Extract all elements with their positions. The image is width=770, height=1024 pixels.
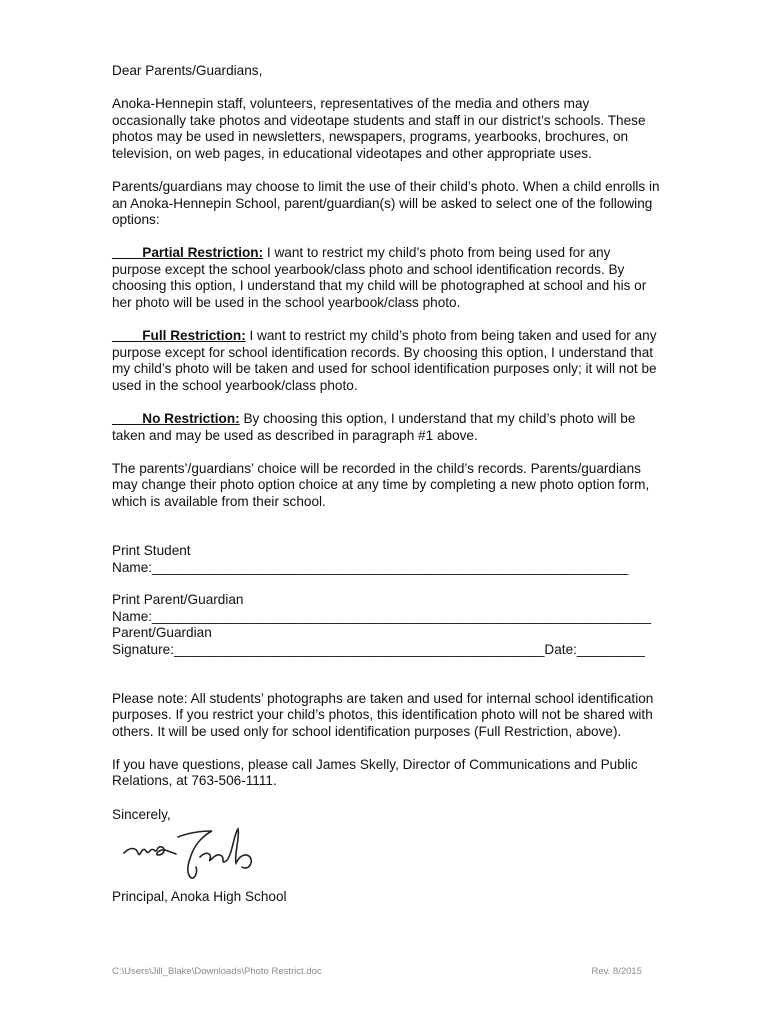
- choice-intro-paragraph: Parents/guardians may choose to limit the use of their child’s photo. When a child enrolls in an Anoka-Hennepin School, parent/guardian(s) will be asked to select one of the following options:: [112, 178, 660, 228]
- option-no-restriction: [112, 411, 660, 444]
- parent-name-field[interactable]: [112, 592, 660, 625]
- please-note-paragraph: Please note: All students’ photographs are taken and used for internal school identification purposes. If you restrict your child’s photos, this identification photo will not be shared with others. It will be used only for school identification purposes (Full Restriction, above).: [112, 690, 654, 739]
- principal-signature: [116, 823, 276, 883]
- option-blank[interactable]: ____: [112, 245, 143, 261]
- salutation: Dear Parents/Guardians,: [112, 63, 263, 78]
- student-name-line[interactable]: Name:_______________________________________________________________: [112, 559, 629, 575]
- records-note-paragraph: The parents’/guardians’ choice will be recorded in the child’s records. Parents/guardians may change their photo option choice at any time by completing a new photo option form, which is available from their school.: [112, 460, 650, 509]
- signer-title: Principal, Anoka High School: [112, 889, 287, 905]
- option-text: By choosing this option, I understand that my child’s photo will be taken and may be used as described in paragraph #1 above.: [112, 411, 636, 443]
- signature-date-line[interactable]: Signature:_________________________________________________Date:_________: [112, 641, 645, 657]
- option-label: Full Restriction:: [142, 328, 246, 344]
- student-name-field[interactable]: [112, 543, 660, 576]
- option-label: No Restriction:: [142, 411, 240, 426]
- option-full-restriction: [112, 328, 660, 394]
- option-text: I want to restrict my child’s photo from being taken and used for any purpose except for school identification records. By choosing this option, I understand that my child’s photo will be taken and used for school identification purposes only; it will not be used in the school yearbook/class photo.: [112, 328, 657, 393]
- questions-paragraph: If you have questions, please call James Skelly, Director of Communications and Public Relations, at 763-506-1111.: [112, 756, 638, 789]
- document-footer: [112, 966, 642, 977]
- closing: Sincerely,: [112, 806, 171, 822]
- option-text: I want to restrict my child’s photo from being used for any purpose except the school yearbook/class photo and school identification records. By choosing this option, I understand that my child will be photographed at school and his or her photo will be used in the school yearbook/class photo.: [112, 245, 647, 311]
- student-name-label: Print Student: [112, 542, 191, 558]
- option-partial-restriction: [112, 245, 660, 311]
- footer-revision: Rev. 8/2015: [591, 966, 642, 977]
- signature-label: Parent/Guardian: [112, 625, 212, 641]
- signature-field[interactable]: [112, 625, 660, 658]
- intro-paragraph: Anoka-Hennepin staff, volunteers, representatives of the media and others may occasionally take photos and videotape students and staff in our district’s schools. These photos may be used in newsletters, newspapers, programs, yearbooks, brochures, on television, on web pages, in educational videotapes and other appropriate uses.: [112, 96, 646, 161]
- footer-file-path: C:\Users\Jill_Blake\Downloads\Photo Restrict.doc: [112, 966, 322, 977]
- letter-body: [112, 63, 660, 922]
- option-blank[interactable]: ____: [112, 328, 143, 344]
- parent-name-label: Print Parent/Guardian: [112, 592, 244, 608]
- option-label: Partial Restriction:: [142, 245, 264, 261]
- option-blank[interactable]: ____: [112, 411, 143, 426]
- parent-name-line[interactable]: Name:__________________________________________________________________: [112, 608, 652, 624]
